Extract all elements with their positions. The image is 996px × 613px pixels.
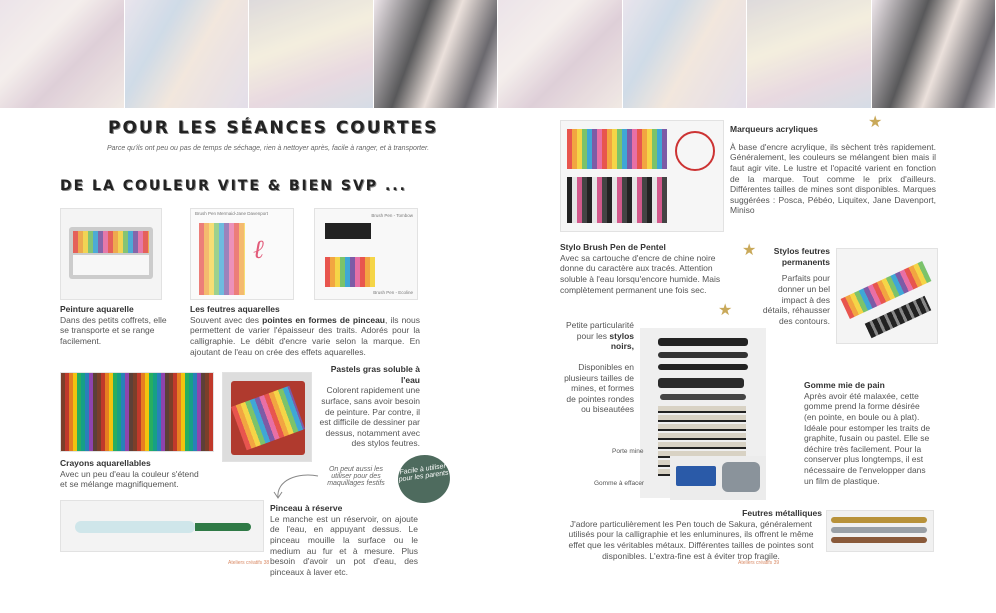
colored-pencils-photo xyxy=(60,372,214,452)
markers-heading: Les feutres aquarelles xyxy=(190,304,280,314)
acrylic-heading: Marqueurs acryliques xyxy=(730,124,818,134)
pastels-heading: Pastels gras soluble à l'eau xyxy=(330,364,420,385)
tombow-pens-photo xyxy=(314,208,418,300)
left-page-number: Ateliers créatifs 38 xyxy=(228,560,270,566)
erasers-photo xyxy=(670,456,766,500)
permanent-pens-photo xyxy=(836,248,938,344)
acrylic-text: À base d'encre acrylique, ils sèchent très rapidement. Généralement, les couleurs se mélangent bien mais il faut agir vite. Le lustre et l'opacité varient en fonction de la marque. Tout comme le prix d'ailleurs. Différentes tailles de mines sont disponibles. Marques suggérées : Posca, Pébéo, Liquitex, Jane Davenport, Miniso xyxy=(730,141,936,216)
banner-photo-7 xyxy=(747,0,872,108)
banner-photo-2 xyxy=(125,0,250,108)
pastels-photo xyxy=(222,372,312,462)
star-icon: ★ xyxy=(718,302,733,319)
pencils-caption xyxy=(60,458,200,490)
permanent-caption xyxy=(758,246,830,326)
banner-photo-4 xyxy=(374,0,499,108)
banner-photo-8 xyxy=(872,0,996,108)
header-banner xyxy=(0,0,996,108)
markers-text: Souvent avec des pointes en formes de pinceau, ils nous permettent de varier l'épaisseur des traits. Adorés pour la calligraphie. Le débit d'encre varie selon la marque. En ajoutant de l'eau on crée des effets aquarelles. xyxy=(190,314,420,357)
metallic-text: J'adore particulièrement les Pen touch de Sakura, généralement utilisés pour la calligraphie et les enluminures, ils offrent le même effet que les véritables métaux. Différentes tailles de pointes sont disponibles. L'extra-fine est à éviter trop fragile. xyxy=(568,518,814,561)
brush-heading: Pinceau à réserve xyxy=(270,503,343,513)
banner-photo-6 xyxy=(623,0,748,108)
watercolor-markers-photo: Brush Pen Mermaid-Jane Davenport ℓ xyxy=(190,208,294,300)
pencils-text: Avec un peu d'eau la couleur s'étend et se mélange magnifiquement. xyxy=(60,468,199,490)
intro-text: Parce qu'ils ont peu ou pas de temps de séchage, rien à nettoyer après, facile à ranger, et à transporter. xyxy=(106,145,430,152)
banner-photo-3 xyxy=(249,0,374,108)
makeup-note: On peut aussi les utiliser pour des maquillages festifs xyxy=(327,466,385,487)
water-brush-photo xyxy=(60,500,264,552)
star-icon: ★ xyxy=(868,114,883,131)
black-pens-caption xyxy=(560,320,634,415)
brush-text: Le manche est un réservoir, on ajoute de l'eau, en appuyant dessus. Le pinceau mouille la surface ou le medium au fur et à mesure. Plus besoin d'avoir un pot d'eau, des pinceaux à laver etc. xyxy=(270,513,418,577)
curved-arrow-icon xyxy=(268,470,324,502)
watercolor-heading: Peinture aquarelle xyxy=(60,304,134,314)
porte-mine-label: Porte mine xyxy=(612,448,644,455)
gomme-pain-text: Après avoir été malaxée, cette gomme prend la forme désirée (en pointe, en boule ou à plat). Idéale pour estomper les traits de graphite, fusain ou pastel. Elle se déchire très facilement. Pour la conserver plus longtemps, il est nécessaire de l'envelopper dans un film de plastique. xyxy=(804,390,931,486)
brush-pen-heading: Stylo Brush Pen de Pentel xyxy=(560,242,666,252)
right-page-number: Ateliers créatifs 39 xyxy=(738,560,780,566)
permanent-text: Parfaits pour donner un bel impact à des détails, réhausser des contours. xyxy=(762,273,830,326)
watercolor-caption xyxy=(60,304,172,347)
watercolor-palette-photo xyxy=(60,208,162,300)
star-icon: ★ xyxy=(742,242,757,259)
metallic-markers-photo xyxy=(826,510,934,552)
watercolor-text: Dans des petits coffrets, elle se transporte et se range facilement. xyxy=(60,314,167,346)
page-title: POUR LES SÉANCES COURTES xyxy=(108,118,439,138)
metallic-caption xyxy=(560,508,822,561)
photo-label-ecoline: Brush Pen - Ecoline xyxy=(373,290,413,295)
acrylic-caption xyxy=(730,124,936,216)
brush-pen-caption xyxy=(560,242,736,295)
photo-label-mermaid: Brush Pen Mermaid-Jane Davenport xyxy=(195,211,269,216)
banner-photo-5 xyxy=(498,0,623,108)
section-title: DE LA COULEUR VITE & BIEN SVP ... xyxy=(60,178,407,194)
parents-sticker: Facile à utiliser pour les parents xyxy=(395,452,453,507)
metallic-heading: Feutres métalliques xyxy=(742,508,822,518)
gomme-effacer-label: Gomme à effacer xyxy=(594,480,645,487)
pastels-text: Colorent rapidement une surface, sans avoir besoin de peinture. Par contre, il est difficile de dessiner par dessus, notamment avec des stylos feutres. xyxy=(319,385,420,449)
pencils-heading: Crayons aquarellables xyxy=(60,458,151,468)
photo-label-tombow: Brush Pen - Tombow xyxy=(371,213,413,218)
acrylic-markers-photo xyxy=(560,120,724,232)
brush-caption xyxy=(270,503,418,577)
banner-photo-1 xyxy=(0,0,125,108)
permanent-heading: Stylos feutres permanents xyxy=(773,246,830,267)
black-pens-text: Disponibles en plusieurs tailles de mines, et formes de pointes rondes ou biseautées xyxy=(564,361,634,415)
gomme-pain-heading: Gomme mie de pain xyxy=(804,380,885,390)
black-pens-intro: Petite particularité pour les stylos noirs, xyxy=(565,320,634,352)
brush-pen-text: Avec sa cartouche d'encre de chine noire donne du caractère aux tracés. Attention soluble à l'eau lorsqu'encore humide. Mais complètement permanent une fois sec. xyxy=(560,252,721,295)
pastels-caption xyxy=(314,364,420,449)
gomme-pain-caption xyxy=(804,380,932,486)
markers-caption xyxy=(190,304,420,357)
